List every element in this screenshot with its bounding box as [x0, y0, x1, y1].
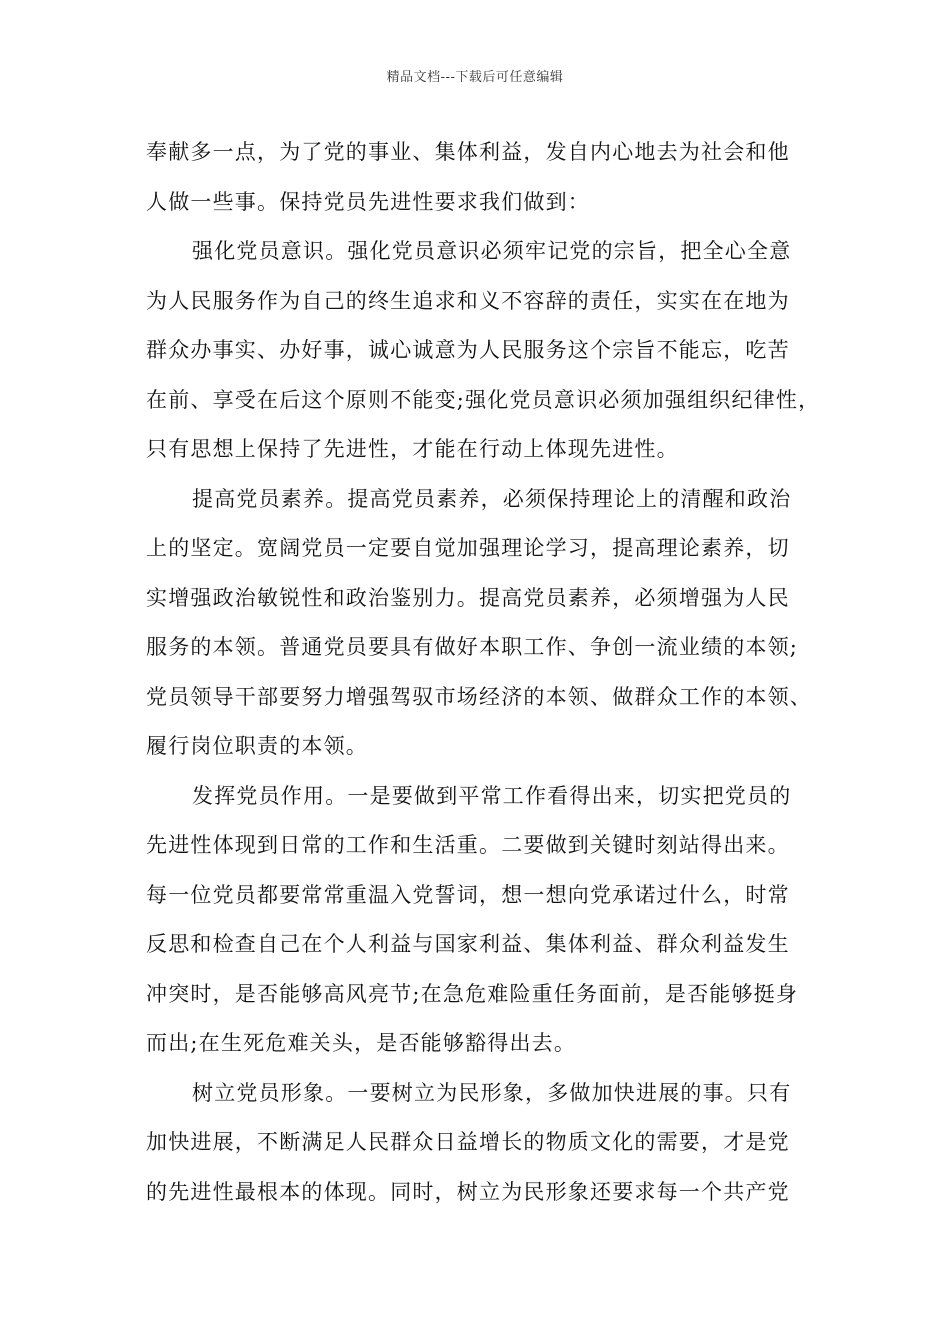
text-line: 提高党员素养。提高党员素养，必须保持理论上的清醒和政治 — [192, 486, 792, 511]
text-line: 人做一些事。保持党员先进性要求我们做到： — [146, 189, 590, 214]
text-line: 冲突时，是否能够高风亮节;在急危难险重任务面前，是否能够挺身 — [146, 981, 799, 1006]
text-line: 发挥党员作用。一是要做到平常工作看得出来，切实把党员的 — [192, 783, 792, 808]
text-line: 先进性体现到日常的工作和生活重。二要做到关键时刻站得出来。 — [146, 833, 790, 857]
text-line: 而出;在生死危难关头，是否能够豁得出去。 — [146, 1031, 577, 1055]
text-line: 上的坚定。宽阔党员一定要自觉加强理论学习，提高理论素养，切 — [146, 536, 790, 560]
text-line: 在前、享受在后这个原则不能变;强化党员意识必须加强组织纪律性， — [146, 387, 821, 412]
text-line: 的先进性最根本的体现。同时，树立为民形象还要求每一个共产党 — [146, 1179, 790, 1204]
text-line: 奉献多一点，为了党的事业、集体利益，发自内心地去为社会和他 — [146, 140, 790, 164]
text-line: 强化党员意识。强化党员意识必须牢记党的宗旨，把全心全意 — [192, 239, 792, 263]
text-line: 实增强政治敏锐性和政治鉴别力。提高党员素养，必须增强为人民 — [146, 585, 790, 610]
body-text — [146, 128, 821, 1217]
text-line: 树立党员形象。一要树立为民形象，多做加快进展的事。只有 — [192, 1080, 792, 1105]
text-line: 党员领导干部要努力增强驾驭市场经济的本领、做群众工作的本领、 — [146, 684, 812, 709]
text-line: 只有思想上保持了先进性，才能在行动上体现先进性。 — [146, 437, 679, 461]
text-line: 加快进展，不断满足人民群众日益增长的物质文化的需要，才是党 — [146, 1130, 790, 1154]
text-line: 服务的本领。普通党员要具有做好本职工作、争创一流业绩的本领; — [146, 635, 799, 659]
header-note: 精品文档---下载后可任意编辑 — [386, 70, 564, 85]
text-line: 反思和检查自己在个人利益与国家利益、集体利益、群众利益发生 — [146, 932, 790, 956]
text-line: 每一位党员都要常常重温入党誓词，想一想向党承诺过什么，时常 — [146, 882, 790, 907]
text-line: 群众办事实、办好事，诚心诚意为人民服务这个宗旨不能忘，吃苦 — [146, 338, 790, 362]
text-line: 履行岗位职责的本领。 — [146, 734, 368, 758]
text-line: 为人民服务作为自己的终生追求和义不容辞的责任，实实在在地为 — [146, 288, 790, 313]
